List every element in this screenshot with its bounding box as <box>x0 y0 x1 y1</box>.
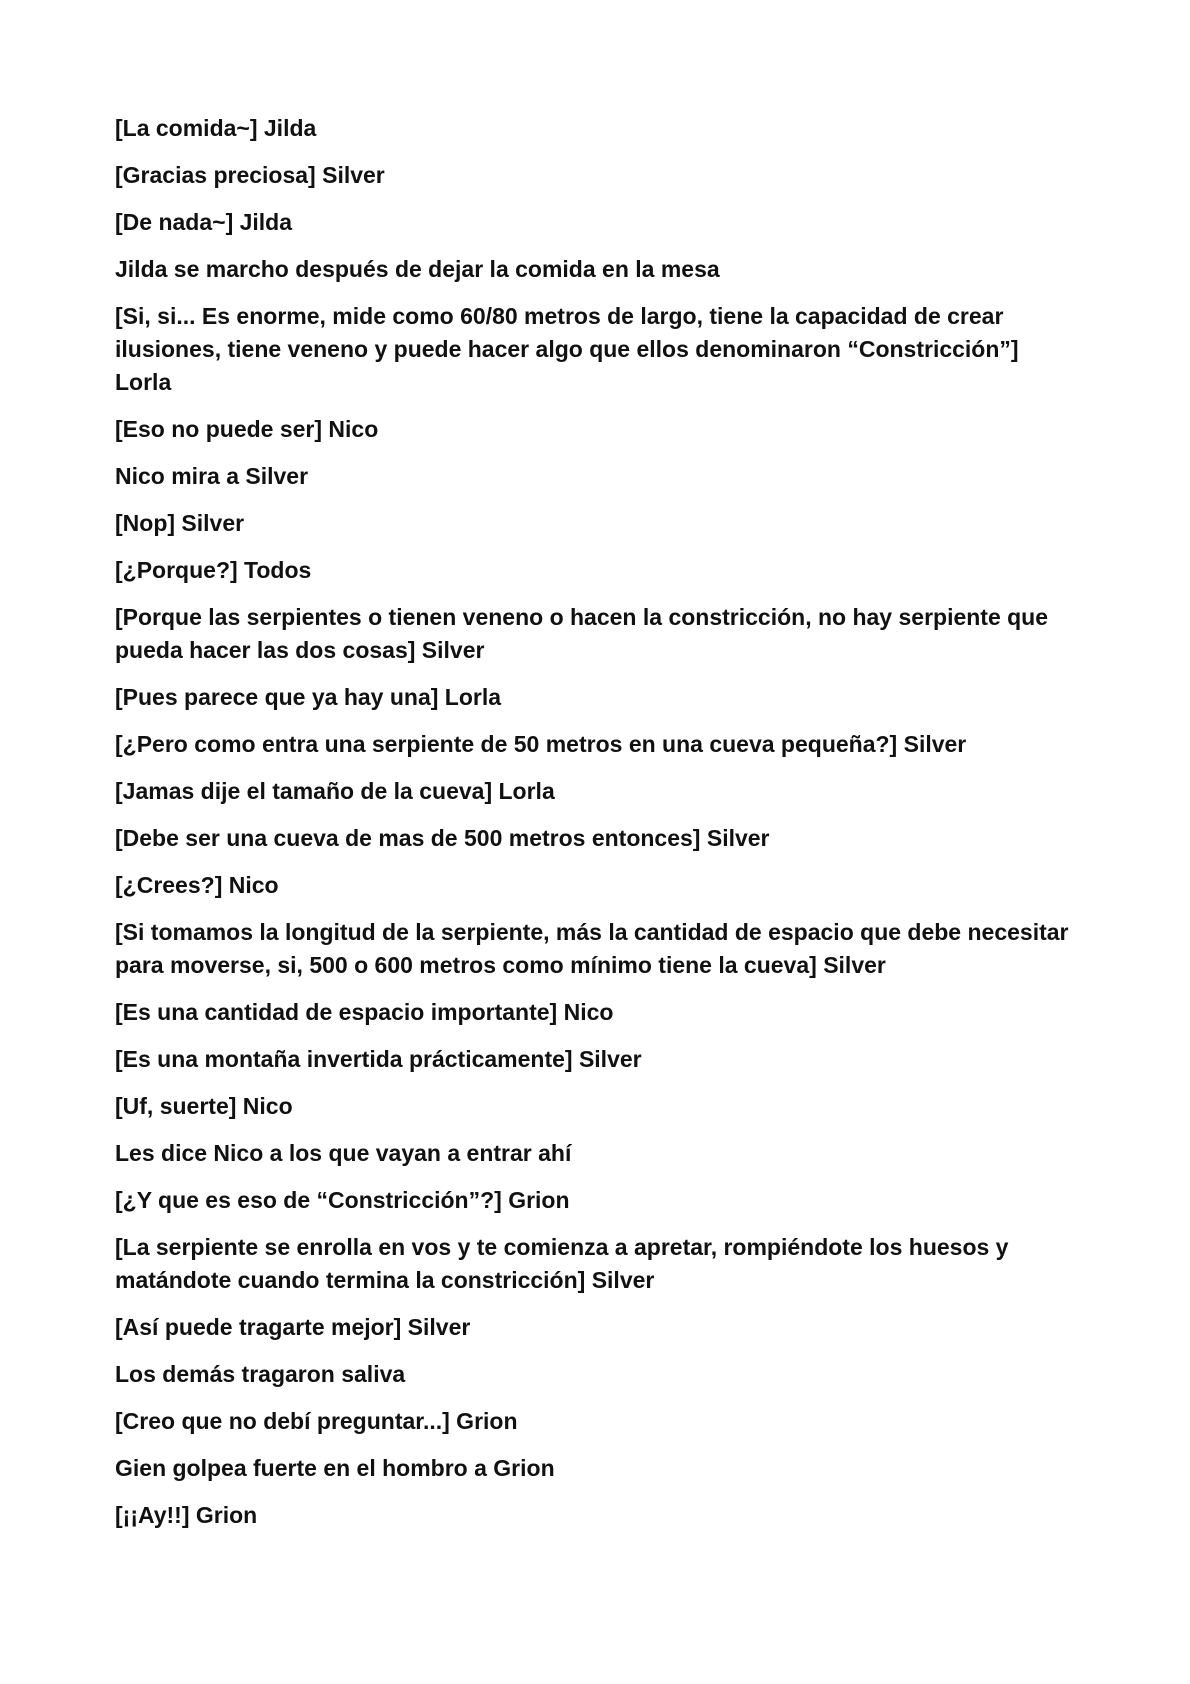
paragraph: [Creo que no debí preguntar...] Grion <box>115 1408 518 1434</box>
paragraph: [¡¡Ay!!] Grion <box>115 1502 258 1528</box>
paragraph: [Debe ser una cueva de mas de 500 metros entonces] Silver <box>115 825 770 851</box>
paragraph: [Gracias preciosa] Silver <box>115 162 385 188</box>
paragraph: [¿Crees?] Nico <box>115 872 279 898</box>
paragraph: Gien golpea fuerte en el hombro a Grion <box>115 1455 555 1481</box>
document-body <box>115 112 1075 1546</box>
paragraph: [¿Y que es eso de “Constricción”?] Grion <box>115 1187 570 1213</box>
paragraph: [De nada~] Jilda <box>115 209 293 235</box>
paragraph: Les dice Nico a los que vayan a entrar ahí <box>115 1140 572 1166</box>
paragraph: Nico mira a Silver <box>115 463 309 489</box>
paragraph: Jilda se marcho después de dejar la comida en la mesa <box>115 256 720 282</box>
paragraph: [La serpiente se enrolla en vos y te comienza a apretar, rompiéndote los huesos y matándote cuando termina la constricción] Silver <box>115 1234 1009 1293</box>
paragraph: [Nop] Silver <box>115 510 245 536</box>
paragraph: [¿Pero como entra una serpiente de 50 metros en una cueva pequeña?] Silver <box>115 731 967 757</box>
paragraph: [Pues parece que ya hay una] Lorla <box>115 684 502 710</box>
paragraph: [Eso no puede ser] Nico <box>115 416 379 442</box>
paragraph: [¿Porque?] Todos <box>115 557 312 583</box>
paragraph: [Porque las serpientes o tienen veneno o hacen la constricción, no hay serpiente que pueda hacer las dos cosas] Silver <box>115 604 1049 663</box>
paragraph: [Uf, suerte] Nico <box>115 1093 293 1119</box>
paragraph: [Es una montaña invertida prácticamente] Silver <box>115 1046 642 1072</box>
paragraph: [Así puede tragarte mejor] Silver <box>115 1314 471 1340</box>
paragraph: [La comida~] Jilda <box>115 115 317 141</box>
paragraph: Los demás tragaron saliva <box>115 1361 406 1387</box>
paragraph: [Si, si... Es enorme, mide como 60/80 metros de largo, tiene la capacidad de crear ilusiones, tiene veneno y puede hacer algo que ellos denominaron “Constricción”] Lorla <box>115 303 1019 395</box>
paragraph: [Es una cantidad de espacio importante] Nico <box>115 999 614 1025</box>
paragraph: [Si tomamos la longitud de la serpiente, más la cantidad de espacio que debe necesitar para moverse, si, 500 o 600 metros como mínimo tiene la cueva] Silver <box>115 919 1069 978</box>
paragraph: [Jamas dije el tamaño de la cueva] Lorla <box>115 778 555 804</box>
